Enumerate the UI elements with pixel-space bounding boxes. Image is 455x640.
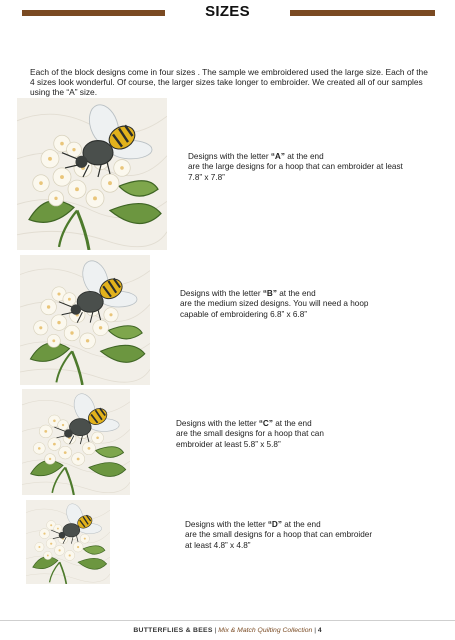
- size-a-suffix: at the end: [284, 152, 324, 161]
- size-b-prefix: Designs with the letter: [180, 289, 263, 298]
- size-c-letter: “C”: [258, 419, 273, 428]
- size-d-prefix: Designs with the letter: [185, 520, 268, 529]
- header-rule-left: [22, 10, 165, 16]
- size-b-line-2: are the medium sized designs. You will need a hoop: [180, 299, 369, 309]
- size-b-description: [180, 289, 368, 320]
- size-a-line-3: 7.8” x 7.8”: [188, 172, 225, 182]
- size-b-letter: “B”: [262, 289, 277, 298]
- size-c-suffix: at the end: [272, 419, 312, 428]
- size-c-description: [176, 419, 324, 450]
- bee-flower-embroidery-image: [22, 389, 130, 495]
- size-a-letter: “A”: [270, 152, 285, 161]
- size-b-line-3: capable of embroidering 6.8” x 6.8”: [180, 309, 307, 319]
- size-c-line-1: [176, 419, 324, 429]
- size-d-suffix: at the end: [281, 520, 321, 529]
- footer-separator: |: [212, 627, 219, 634]
- size-d-letter: “D”: [267, 520, 282, 529]
- page-title: SIZES: [205, 3, 250, 20]
- header-rule-right: [290, 10, 435, 16]
- footer-divider: [0, 620, 455, 621]
- size-a-prefix: Designs with the letter: [188, 152, 271, 161]
- quilt-image-size-a: [17, 98, 167, 250]
- page-number: 4: [317, 627, 322, 634]
- intro-paragraph: Each of the block designs come in four sizes . The sample we embroidered used the large size. Each of the 4 sizes look wonderful. Of course, the larger sizes take longer to embroider. We created all of our samples using the “A” size.: [30, 67, 428, 98]
- size-b-suffix: at the end: [276, 289, 316, 298]
- size-b-line-1: [180, 289, 368, 299]
- quilt-image-size-b: [20, 255, 150, 385]
- size-c-prefix: Designs with the letter: [176, 419, 259, 428]
- size-d-description: [185, 520, 372, 551]
- quilt-image-size-c: [22, 389, 130, 495]
- size-a-description: [188, 152, 403, 183]
- quilt-image-size-d: [26, 500, 110, 584]
- bee-flower-embroidery-image: [20, 255, 150, 385]
- page-footer: [0, 627, 455, 634]
- size-d-line-3: at least 4.8” x 4.8”: [185, 540, 251, 550]
- footer-brand: BUTTERFLIES & BEES: [133, 627, 213, 634]
- size-c-line-3: embroider at least 5.8” x 5.8”: [176, 439, 281, 449]
- footer-subtitle: Mix & Match Quilting Collection: [218, 627, 313, 634]
- size-a-line-2: are the large designs for a hoop that can embroider at least: [188, 162, 403, 172]
- bee-flower-embroidery-image: [26, 500, 110, 584]
- footer-separator-2: |: [312, 627, 318, 634]
- size-a-line-1: [188, 152, 403, 162]
- bee-flower-embroidery-image: [17, 98, 167, 250]
- size-d-line-1: [185, 520, 372, 530]
- size-d-line-2: are the small designs for a hoop that can embroider: [185, 530, 373, 540]
- size-c-line-2: are the small designs for a hoop that can: [176, 429, 324, 439]
